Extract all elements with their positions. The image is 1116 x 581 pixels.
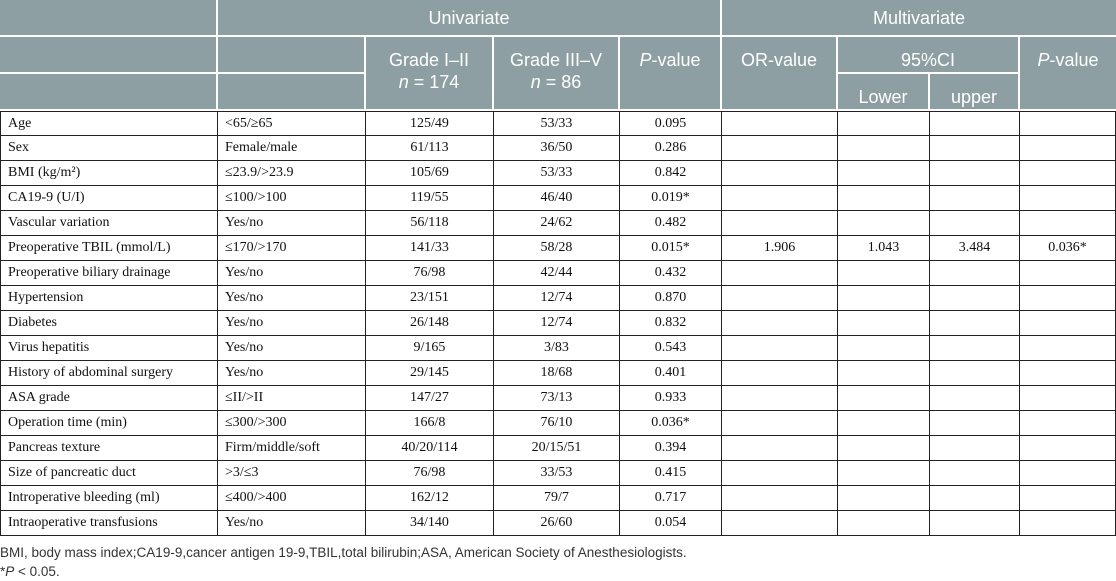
cell-variable: Age	[0, 111, 218, 136]
cell-ci-upper	[930, 461, 1020, 486]
cell-ci-upper	[930, 186, 1020, 211]
cell-ci-upper	[930, 161, 1020, 186]
cell-or-value	[722, 186, 838, 211]
cell-ci-lower	[838, 186, 930, 211]
cell-or-value	[722, 161, 838, 186]
cell-category: <65/≥65	[218, 111, 366, 136]
cell-grade-1-2-count: 141/33	[366, 236, 494, 261]
cell-univariate-p-value: 0.015*	[620, 236, 722, 261]
cell-univariate-p-value: 0.394	[620, 436, 722, 461]
cell-category: Yes/no	[218, 311, 366, 336]
cell-grade-3-5-count: 79/7	[494, 486, 620, 511]
cell-grade-3-5-count: 53/33	[494, 111, 620, 136]
n-symbol: n	[530, 72, 541, 92]
p-symbol: P	[1037, 50, 1050, 70]
cell-grade-3-5-count: 12/74	[494, 311, 620, 336]
cell-variable: Preoperative TBIL (mmol/L)	[0, 236, 218, 261]
cell-category: Female/male	[218, 136, 366, 161]
cell-category: Yes/no	[218, 261, 366, 286]
cell-ci-upper	[930, 486, 1020, 511]
cell-multivariate-p-value	[1020, 286, 1116, 311]
cell-category: ≤II/>II	[218, 386, 366, 411]
cell-category: ≤300/>300	[218, 411, 366, 436]
cell-grade-3-5-count: 33/53	[494, 461, 620, 486]
cell-grade-1-2-count: 119/55	[366, 186, 494, 211]
cell-multivariate-p-value	[1020, 386, 1116, 411]
cell-grade-3-5-count: 20/15/51	[494, 436, 620, 461]
header-univariate-p-value	[620, 37, 722, 111]
p-value-suffix: -value	[1049, 50, 1099, 70]
cell-multivariate-p-value	[1020, 436, 1116, 461]
cell-univariate-p-value: 0.933	[620, 386, 722, 411]
cell-multivariate-p-value	[1020, 511, 1116, 536]
cell-or-value	[722, 436, 838, 461]
cell-univariate-p-value: 0.482	[620, 211, 722, 236]
header-grade-1-2-n	[366, 71, 492, 93]
cell-multivariate-p-value: 0.036*	[1020, 236, 1116, 261]
cell-grade-1-2-count: 162/12	[366, 486, 494, 511]
cell-multivariate-p-value	[1020, 361, 1116, 386]
n-symbol: n	[398, 72, 409, 92]
significance-threshold: < 0.05.	[14, 564, 60, 579]
cell-or-value: 1.906	[722, 236, 838, 261]
cell-univariate-p-value: 0.842	[620, 161, 722, 186]
cell-ci-upper	[930, 386, 1020, 411]
cell-grade-3-5-count: 53/33	[494, 161, 620, 186]
cell-ci-lower: 1.043	[838, 236, 930, 261]
header-grade-1-2-label: Grade I–II	[388, 50, 470, 70]
cell-univariate-p-value: 0.095	[620, 111, 722, 136]
cell-univariate-p-value: 0.870	[620, 286, 722, 311]
cell-ci-upper	[930, 311, 1020, 336]
header-or-value: OR-value	[722, 37, 838, 111]
cell-grade-1-2-count: 29/145	[366, 361, 494, 386]
cell-grade-1-2-count: 23/151	[366, 286, 494, 311]
cell-category: ≤170/>170	[218, 236, 366, 261]
table-footnotes	[0, 536, 1116, 581]
cell-category: ≤23.9/>23.9	[218, 161, 366, 186]
cell-ci-upper	[930, 136, 1020, 161]
cell-ci-lower	[838, 361, 930, 386]
cell-grade-1-2-count: 166/8	[366, 411, 494, 436]
cell-grade-1-2-count: 26/148	[366, 311, 494, 336]
cell-variable: CA19-9 (U/I)	[0, 186, 218, 211]
cell-multivariate-p-value	[1020, 336, 1116, 361]
cell-or-value	[722, 111, 838, 136]
cell-ci-lower	[838, 311, 930, 336]
header-grade-3-5-label: Grade III–V	[509, 50, 603, 70]
cell-multivariate-p-value	[1020, 111, 1116, 136]
cell-or-value	[722, 511, 838, 536]
header-grade-1-2	[366, 37, 494, 111]
cell-or-value	[722, 286, 838, 311]
cell-ci-upper	[930, 336, 1020, 361]
header-blank-cell	[0, 74, 218, 111]
cell-ci-lower	[838, 136, 930, 161]
cell-grade-1-2-count: 147/27	[366, 386, 494, 411]
cell-variable: Hypertension	[0, 286, 218, 311]
cell-ci-lower	[838, 211, 930, 236]
cell-grade-1-2-count: 76/98	[366, 261, 494, 286]
p-value-suffix: -value	[651, 50, 701, 70]
cell-ci-lower	[838, 111, 930, 136]
cell-category: ≤400/>400	[218, 486, 366, 511]
p-symbol: P	[5, 564, 15, 579]
cell-multivariate-p-value	[1020, 136, 1116, 161]
cell-or-value	[722, 461, 838, 486]
cell-grade-3-5-count: 18/68	[494, 361, 620, 386]
cell-variable: BMI (kg/m²)	[0, 161, 218, 186]
cell-category: Yes/no	[218, 286, 366, 311]
cell-ci-lower	[838, 286, 930, 311]
cell-variable: Introperative bleeding (ml)	[0, 486, 218, 511]
header-blank-cell	[218, 37, 366, 74]
cell-ci-lower	[838, 336, 930, 361]
cell-ci-upper	[930, 436, 1020, 461]
header-univariate: Univariate	[218, 0, 722, 37]
cell-variable: Operation time (min)	[0, 411, 218, 436]
cell-ci-lower	[838, 436, 930, 461]
cell-or-value	[722, 411, 838, 436]
cell-univariate-p-value: 0.415	[620, 461, 722, 486]
cell-variable: Virus hepatitis	[0, 336, 218, 361]
header-multivariate: Multivariate	[722, 0, 1116, 37]
cell-univariate-p-value: 0.717	[620, 486, 722, 511]
cell-ci-upper: 3.484	[930, 236, 1020, 261]
header-multivariate-p-value	[1020, 37, 1116, 111]
cell-univariate-p-value: 0.543	[620, 336, 722, 361]
cell-multivariate-p-value	[1020, 486, 1116, 511]
cell-univariate-p-value: 0.054	[620, 511, 722, 536]
cell-ci-upper	[930, 261, 1020, 286]
cell-multivariate-p-value	[1020, 186, 1116, 211]
cell-category: Yes/no	[218, 336, 366, 361]
cell-ci-upper	[930, 511, 1020, 536]
cell-or-value	[722, 336, 838, 361]
cell-univariate-p-value: 0.401	[620, 361, 722, 386]
cell-category: >3/≤3	[218, 461, 366, 486]
cell-variable: Sex	[0, 136, 218, 161]
cell-grade-3-5-count: 12/74	[494, 286, 620, 311]
cell-or-value	[722, 136, 838, 161]
asterisk: *	[0, 564, 6, 579]
cell-grade-1-2-count: 61/113	[366, 136, 494, 161]
cell-ci-lower	[838, 161, 930, 186]
cell-ci-lower	[838, 461, 930, 486]
cell-grade-3-5-count: 26/60	[494, 511, 620, 536]
header-95-ci: 95%CI	[838, 37, 1020, 74]
header-blank-cell	[218, 74, 366, 111]
cell-grade-1-2-count: 9/165	[366, 336, 494, 361]
cell-univariate-p-value: 0.019*	[620, 186, 722, 211]
cell-grade-1-2-count: 76/98	[366, 461, 494, 486]
n-value: = 174	[413, 72, 460, 92]
cell-category: Firm/middle/soft	[218, 436, 366, 461]
cell-ci-lower	[838, 511, 930, 536]
cell-variable: Size of pancreatic duct	[0, 461, 218, 486]
header-ci-upper: upper	[930, 74, 1020, 111]
cell-multivariate-p-value	[1020, 461, 1116, 486]
cell-ci-upper	[930, 361, 1020, 386]
cell-grade-3-5-count: 46/40	[494, 186, 620, 211]
cell-multivariate-p-value	[1020, 411, 1116, 436]
cell-grade-1-2-count: 105/69	[366, 161, 494, 186]
cell-category: Yes/no	[218, 511, 366, 536]
cell-multivariate-p-value	[1020, 211, 1116, 236]
cell-multivariate-p-value	[1020, 161, 1116, 186]
cell-variable: Pancreas texture	[0, 436, 218, 461]
footnote-abbreviations: BMI, body mass index;CA19-9,cancer antigen 19-9,TBIL,total bilirubin;ASA, American Society of Anesthesiologists.	[0, 545, 687, 560]
cell-grade-3-5-count: 73/13	[494, 386, 620, 411]
cell-grade-3-5-count: 24/62	[494, 211, 620, 236]
header-grade-3-5-n	[494, 71, 618, 93]
n-value: = 86	[545, 72, 582, 92]
cell-grade-3-5-count: 3/83	[494, 336, 620, 361]
cell-grade-1-2-count: 56/118	[366, 211, 494, 236]
cell-grade-3-5-count: 36/50	[494, 136, 620, 161]
cell-univariate-p-value: 0.832	[620, 311, 722, 336]
cell-variable: Diabetes	[0, 311, 218, 336]
cell-category: ≤100/>100	[218, 186, 366, 211]
cell-or-value	[722, 211, 838, 236]
cell-variable: Intraoperative transfusions	[0, 511, 218, 536]
cell-ci-upper	[930, 286, 1020, 311]
cell-or-value	[722, 361, 838, 386]
cell-or-value	[722, 311, 838, 336]
cell-grade-3-5-count: 58/28	[494, 236, 620, 261]
cell-or-value	[722, 486, 838, 511]
cell-variable: ASA grade	[0, 386, 218, 411]
cell-univariate-p-value: 0.036*	[620, 411, 722, 436]
cell-ci-lower	[838, 261, 930, 286]
footnote-significance	[0, 562, 1116, 581]
cell-grade-1-2-count: 34/140	[366, 511, 494, 536]
cell-category: Yes/no	[218, 211, 366, 236]
header-blank-cell	[0, 37, 218, 74]
cell-ci-upper	[930, 111, 1020, 136]
cell-multivariate-p-value	[1020, 311, 1116, 336]
cell-grade-1-2-count: 40/20/114	[366, 436, 494, 461]
p-symbol: P	[639, 50, 652, 70]
cell-multivariate-p-value	[1020, 261, 1116, 286]
cell-ci-lower	[838, 486, 930, 511]
cell-or-value	[722, 261, 838, 286]
cell-variable: Preoperative biliary drainage	[0, 261, 218, 286]
cell-or-value	[722, 386, 838, 411]
cell-grade-3-5-count: 42/44	[494, 261, 620, 286]
header-grade-3-5	[494, 37, 620, 111]
cell-grade-1-2-count: 125/49	[366, 111, 494, 136]
cell-univariate-p-value: 0.286	[620, 136, 722, 161]
cell-variable: History of abdominal surgery	[0, 361, 218, 386]
header-blank-cell	[0, 0, 218, 37]
cell-ci-lower	[838, 411, 930, 436]
cell-variable: Vascular variation	[0, 211, 218, 236]
cell-ci-lower	[838, 386, 930, 411]
cell-ci-upper	[930, 411, 1020, 436]
cell-grade-3-5-count: 76/10	[494, 411, 620, 436]
cell-univariate-p-value: 0.432	[620, 261, 722, 286]
cell-ci-upper	[930, 211, 1020, 236]
header-ci-lower: Lower	[838, 74, 930, 111]
cell-category: Yes/no	[218, 361, 366, 386]
